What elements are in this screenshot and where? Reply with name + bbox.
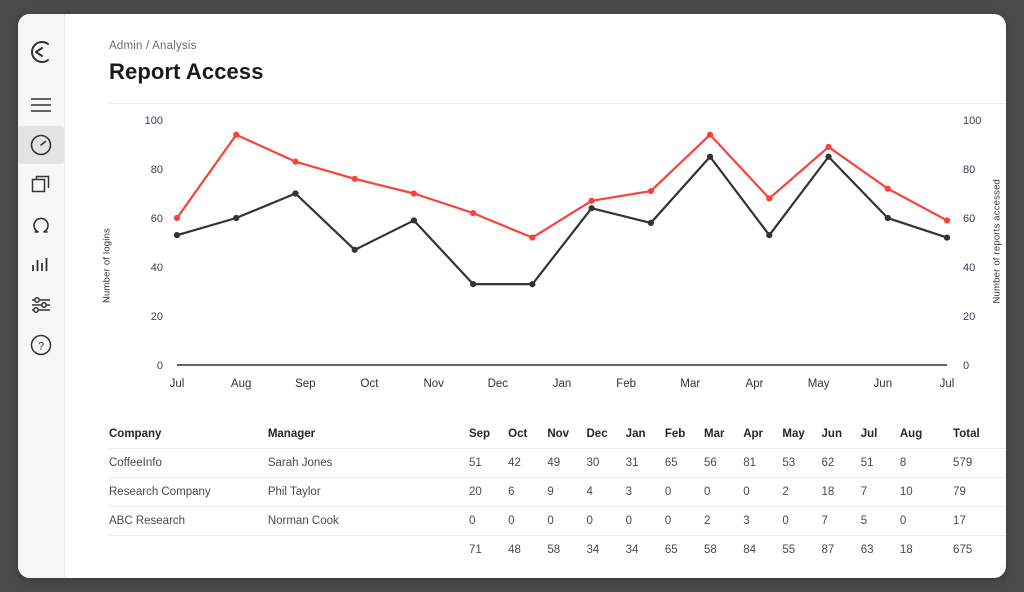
cell-manager <box>268 536 469 565</box>
column-header-nov[interactable]: Nov <box>547 420 586 449</box>
question-circle-icon <box>29 333 53 357</box>
column-header-jun[interactable]: Jun <box>822 420 861 449</box>
x-tick-label: Apr <box>745 378 764 390</box>
chart-point <box>233 132 239 138</box>
cell-month-value: 84 <box>743 544 756 556</box>
chart-point <box>352 247 358 253</box>
cell-manager: Sarah Jones <box>268 449 469 478</box>
y-tick-label-left: 40 <box>150 262 163 274</box>
cell-month-value: 65 <box>664 544 678 556</box>
cell-month-value: 34 <box>625 544 639 556</box>
cell-month-value: 2 <box>704 507 743 536</box>
x-tick-label: Oct <box>360 378 379 390</box>
cell-month-value: 53 <box>782 449 821 478</box>
report-table <box>109 420 1006 564</box>
y-tick-label-left: 100 <box>144 115 163 127</box>
cell-month-value: 34 <box>586 544 600 556</box>
table-row[interactable] <box>109 449 1006 478</box>
y-tick-label-left: 80 <box>150 164 163 176</box>
cell-total: 579 <box>939 449 1006 478</box>
chart-point <box>648 220 654 226</box>
x-tick-label: Dec <box>487 378 509 390</box>
chart-point <box>944 235 950 241</box>
chart-point <box>352 176 358 182</box>
cell-company: Research Company <box>109 478 268 507</box>
cell-month-value: 0 <box>704 478 743 507</box>
cell-month-value: 30 <box>587 449 626 478</box>
table-row[interactable] <box>109 507 1006 536</box>
column-header-apr[interactable]: Apr <box>743 420 782 449</box>
table-header <box>109 420 1006 449</box>
sidebar-item-logo[interactable] <box>18 30 64 74</box>
main-content <box>65 14 1006 578</box>
sidebar <box>18 14 65 578</box>
y-tick-label-right: 20 <box>963 311 976 323</box>
chart-point <box>648 188 654 194</box>
cell-month-value: 0 <box>665 507 704 536</box>
y-tick-label-right: 100 <box>963 115 982 127</box>
table-body <box>109 449 1006 565</box>
cell-month-value: 48 <box>508 544 521 556</box>
column-header-feb[interactable]: Feb <box>665 420 704 449</box>
sidebar-item-help[interactable] <box>18 326 64 364</box>
cell-month-value: 65 <box>665 449 704 478</box>
sliders-icon <box>30 295 52 315</box>
chart-point <box>707 154 713 160</box>
chart-point <box>529 281 535 287</box>
cell-month-value: 51 <box>861 449 900 478</box>
cell-month-value: 62 <box>822 449 861 478</box>
x-tick-label: Jul <box>169 378 185 390</box>
sidebar-item-omega[interactable] <box>18 206 64 244</box>
cell-month-value: 20 <box>469 478 508 507</box>
column-header-company[interactable]: Company <box>109 420 268 449</box>
cell-month-value: 2 <box>782 478 821 507</box>
cell-total: 675 <box>953 544 973 556</box>
app-window <box>18 14 1006 578</box>
hamburger-icon <box>30 97 52 113</box>
x-tick-label: Mar <box>680 378 701 390</box>
chart-point <box>825 144 831 150</box>
chart-ylabel-right: Number of reports accessed <box>991 178 1003 304</box>
x-tick-label: Sep <box>295 378 316 390</box>
cell-month-value: 0 <box>900 507 939 536</box>
cell-month-value: 0 <box>469 507 508 536</box>
cell-month-value: 63 <box>860 544 874 556</box>
chart-point <box>292 190 298 196</box>
cell-month-value: 18 <box>822 478 861 507</box>
cell-month-value: 5 <box>861 507 900 536</box>
chart-point <box>470 210 476 216</box>
column-header-oct[interactable]: Oct <box>508 420 547 449</box>
cell-month-value: 31 <box>626 449 665 478</box>
cell-company: ABC Research <box>109 507 268 536</box>
cell-month-value: 0 <box>547 507 586 536</box>
cell-month-value: 71 <box>468 544 482 556</box>
y-tick-label-right: 80 <box>963 164 976 176</box>
cell-company: CoffeeInfo <box>109 449 268 478</box>
x-tick-label: Jun <box>873 378 893 390</box>
column-header-dec[interactable]: Dec <box>587 420 626 449</box>
sidebar-item-dashboard[interactable] <box>18 126 64 164</box>
page-title: Report Access <box>109 59 264 84</box>
cell-month-value: 0 <box>626 507 665 536</box>
chart-point <box>470 281 476 287</box>
table-row[interactable] <box>109 536 1006 565</box>
chart-point <box>411 190 417 196</box>
chart-point <box>174 215 180 221</box>
cell-month-value: 42 <box>508 449 547 478</box>
x-tick-label: Jul <box>939 378 955 390</box>
column-header-sep[interactable]: Sep <box>469 420 508 449</box>
cell-month-value: 10 <box>900 478 939 507</box>
copy-icon <box>30 174 52 196</box>
y-tick-label-left: 60 <box>150 213 163 225</box>
column-header-jan[interactable]: Jan <box>626 420 665 449</box>
column-header-manager[interactable]: Manager <box>268 420 469 449</box>
cell-manager: Norman Cook <box>268 507 469 536</box>
table-header-row <box>109 420 1006 449</box>
x-tick-label: Feb <box>616 378 637 390</box>
cell-month-value: 58 <box>547 544 561 556</box>
cell-month-value: 49 <box>547 449 586 478</box>
chart-point <box>707 132 713 138</box>
cell-month-value: 81 <box>743 449 782 478</box>
chart-ylabel-left: Number of logins <box>101 227 113 304</box>
chart-point <box>766 232 772 238</box>
x-tick-label: Aug <box>230 378 252 390</box>
cell-month-value: 8 <box>900 449 939 478</box>
chart-point <box>589 198 595 204</box>
cell-month-value: 9 <box>547 478 586 507</box>
cell-month-value: 56 <box>704 449 743 478</box>
cell-total: 79 <box>939 478 1006 507</box>
cell-month-value: 87 <box>821 544 835 556</box>
bar-chart-icon <box>30 255 52 275</box>
cell-month-value: 0 <box>665 478 704 507</box>
x-tick-label: May <box>807 378 830 390</box>
y-tick-label-right: 40 <box>963 262 976 274</box>
cell-month-value: 58 <box>704 544 717 556</box>
chart-point <box>885 215 891 221</box>
logo-icon <box>28 39 54 65</box>
cell-month-value: 7 <box>861 478 900 507</box>
cell-month-value: 3 <box>743 507 782 536</box>
cell-month-value: 51 <box>469 449 508 478</box>
x-tick-label: Nov <box>423 378 444 390</box>
y-tick-label-right: 60 <box>963 213 976 225</box>
svg-text:?: ? <box>37 340 45 353</box>
cell-manager: Phil Taylor <box>268 478 469 507</box>
chart-point <box>825 154 831 160</box>
chart-point <box>944 217 950 223</box>
column-header-aug[interactable]: Aug <box>900 420 939 449</box>
chart-point <box>589 205 595 211</box>
sidebar-item-menu[interactable] <box>18 86 64 124</box>
column-header-jul[interactable]: Jul <box>861 420 900 449</box>
gauge-icon <box>29 133 53 157</box>
chart-point <box>766 195 772 201</box>
column-header-may[interactable]: May <box>782 420 821 449</box>
chart-point <box>174 232 180 238</box>
y-tick-label-right: 0 <box>963 360 970 372</box>
chart-point <box>529 235 535 241</box>
y-tick-label-left: 20 <box>150 311 163 323</box>
cell-month-value: 0 <box>508 507 547 536</box>
cell-company <box>109 536 268 565</box>
cell-month-value: 0 <box>782 507 821 536</box>
x-tick-label: Jan <box>552 378 572 390</box>
column-header-total[interactable]: Total <box>939 420 1006 449</box>
cell-month-value: 4 <box>587 478 626 507</box>
chart-point <box>885 186 891 192</box>
header-divider <box>109 103 1006 104</box>
sidebar-item-copy[interactable] <box>18 166 64 204</box>
cell-month-value: 0 <box>587 507 626 536</box>
cell-total: 17 <box>939 507 1006 536</box>
chart-point <box>233 215 239 221</box>
cell-month-value: 55 <box>782 544 796 556</box>
column-header-mar[interactable]: Mar <box>704 420 743 449</box>
sidebar-item-settings[interactable] <box>18 286 64 324</box>
cell-month-value: 3 <box>626 478 665 507</box>
chart-point <box>411 217 417 223</box>
chart-svg <box>109 110 1006 410</box>
chart-point <box>292 159 298 165</box>
cell-month-value: 6 <box>508 478 547 507</box>
chart-line-series-0 <box>177 135 947 238</box>
report-access-chart <box>101 110 1006 410</box>
cell-month-value: 18 <box>899 544 913 556</box>
table-row[interactable] <box>109 478 1006 507</box>
omega-icon <box>30 214 52 236</box>
cell-month-value: 0 <box>743 478 782 507</box>
cell-month-value: 7 <box>822 507 861 536</box>
y-tick-label-left: 0 <box>156 360 163 372</box>
breadcrumb[interactable]: Admin / Analysis <box>109 40 197 52</box>
sidebar-item-reports[interactable] <box>18 246 64 284</box>
